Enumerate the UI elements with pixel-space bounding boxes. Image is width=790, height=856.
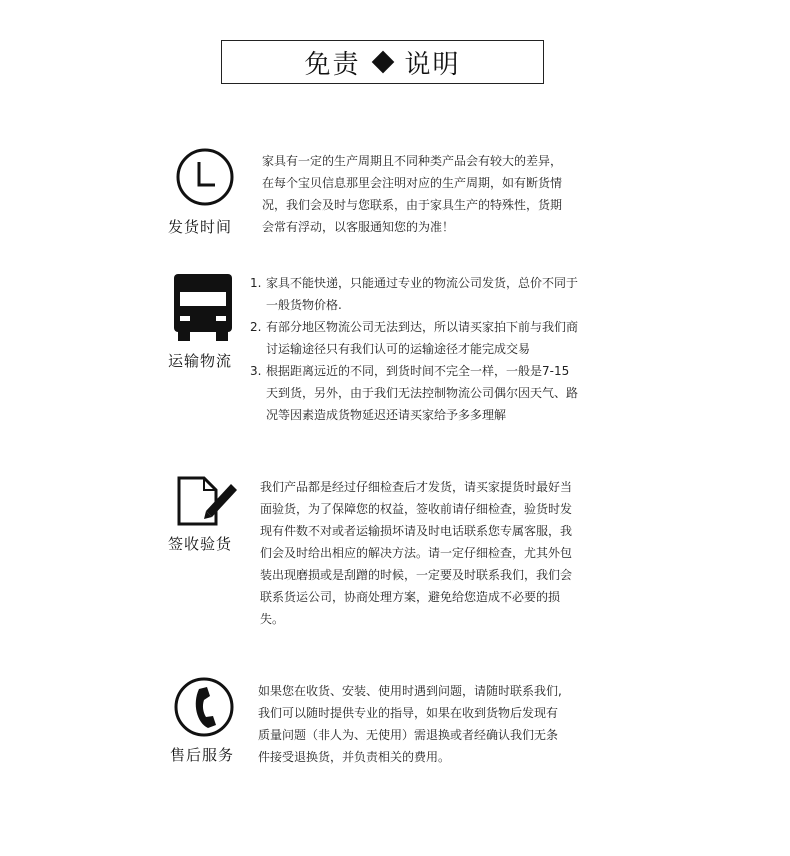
diamond-icon	[371, 51, 394, 74]
list-item	[250, 360, 580, 426]
section-label-after-sales: 售后服务	[170, 746, 235, 764]
section-label-inspection: 签收验货	[168, 535, 233, 553]
list-item-text: 根据距离远近的不同，到货时间不完全一样，一般是7-15天到货，另外，由于我们无法控制物流公司偶尔因天气、路况等因素造成货物延迟还请买家给予多多理解	[266, 364, 579, 422]
title-left: 免责	[304, 49, 361, 80]
list-item-number: 2.	[250, 320, 262, 334]
inspection-text: 我们产品都是经过仔细检查后才发货，请买家提货时最好当面验货，为了保障您的权益，签收前请仔细检查，验货时发现有件数不对或者运输损坏请及时电话联系您专属客服，我们会及时给出相应的解决方法。请一定仔细检查，尤其外包装出现磨损或是刮蹭的时候，一定要及时联系我们，我们会联系货运公司，协商处理方案，避免给您造成不必要的损失。	[260, 480, 573, 626]
list-item	[250, 272, 580, 316]
truck-icon	[172, 272, 234, 346]
list-item	[250, 316, 580, 360]
list-item-number: 1.	[250, 276, 262, 290]
document-pen-icon	[176, 475, 240, 531]
section-label-shipping-time: 发货时间	[168, 218, 233, 236]
shipping-time-text: 家具有一定的生产周期且不同种类产品会有较大的差异，在每个宝贝信息那里会注明对应的生产周期，如有断货情况，我们会及时与您联系，由于家具生产的特殊性，货期会常有浮动，以客服通知您的为准！	[262, 154, 563, 234]
list-item-number: 3.	[250, 364, 262, 378]
title-right: 说明	[404, 49, 461, 80]
list-item-text: 家具不能快递，只能通过专业的物流公司发货，总价不同于一般货物价格.	[266, 276, 579, 312]
section-label-logistics: 运输物流	[168, 352, 233, 370]
phone-icon	[173, 676, 235, 742]
page-title	[221, 40, 544, 84]
clock-icon	[175, 147, 235, 211]
after-sales-text: 如果您在收货、安装、使用时遇到问题，请随时联系我们,我们可以随时提供专业的指导，如果在收到货物后发现有质量问题（非人为、无使用）需退换或者经确认我们无条件接受退换货，并负责相关的费用。	[258, 684, 562, 764]
list-item-text: 有部分地区物流公司无法到达，所以请买家拍下前与我们商讨运输途径只有我们认可的运输途径才能完成交易	[266, 320, 579, 356]
logistics-list	[250, 272, 580, 426]
